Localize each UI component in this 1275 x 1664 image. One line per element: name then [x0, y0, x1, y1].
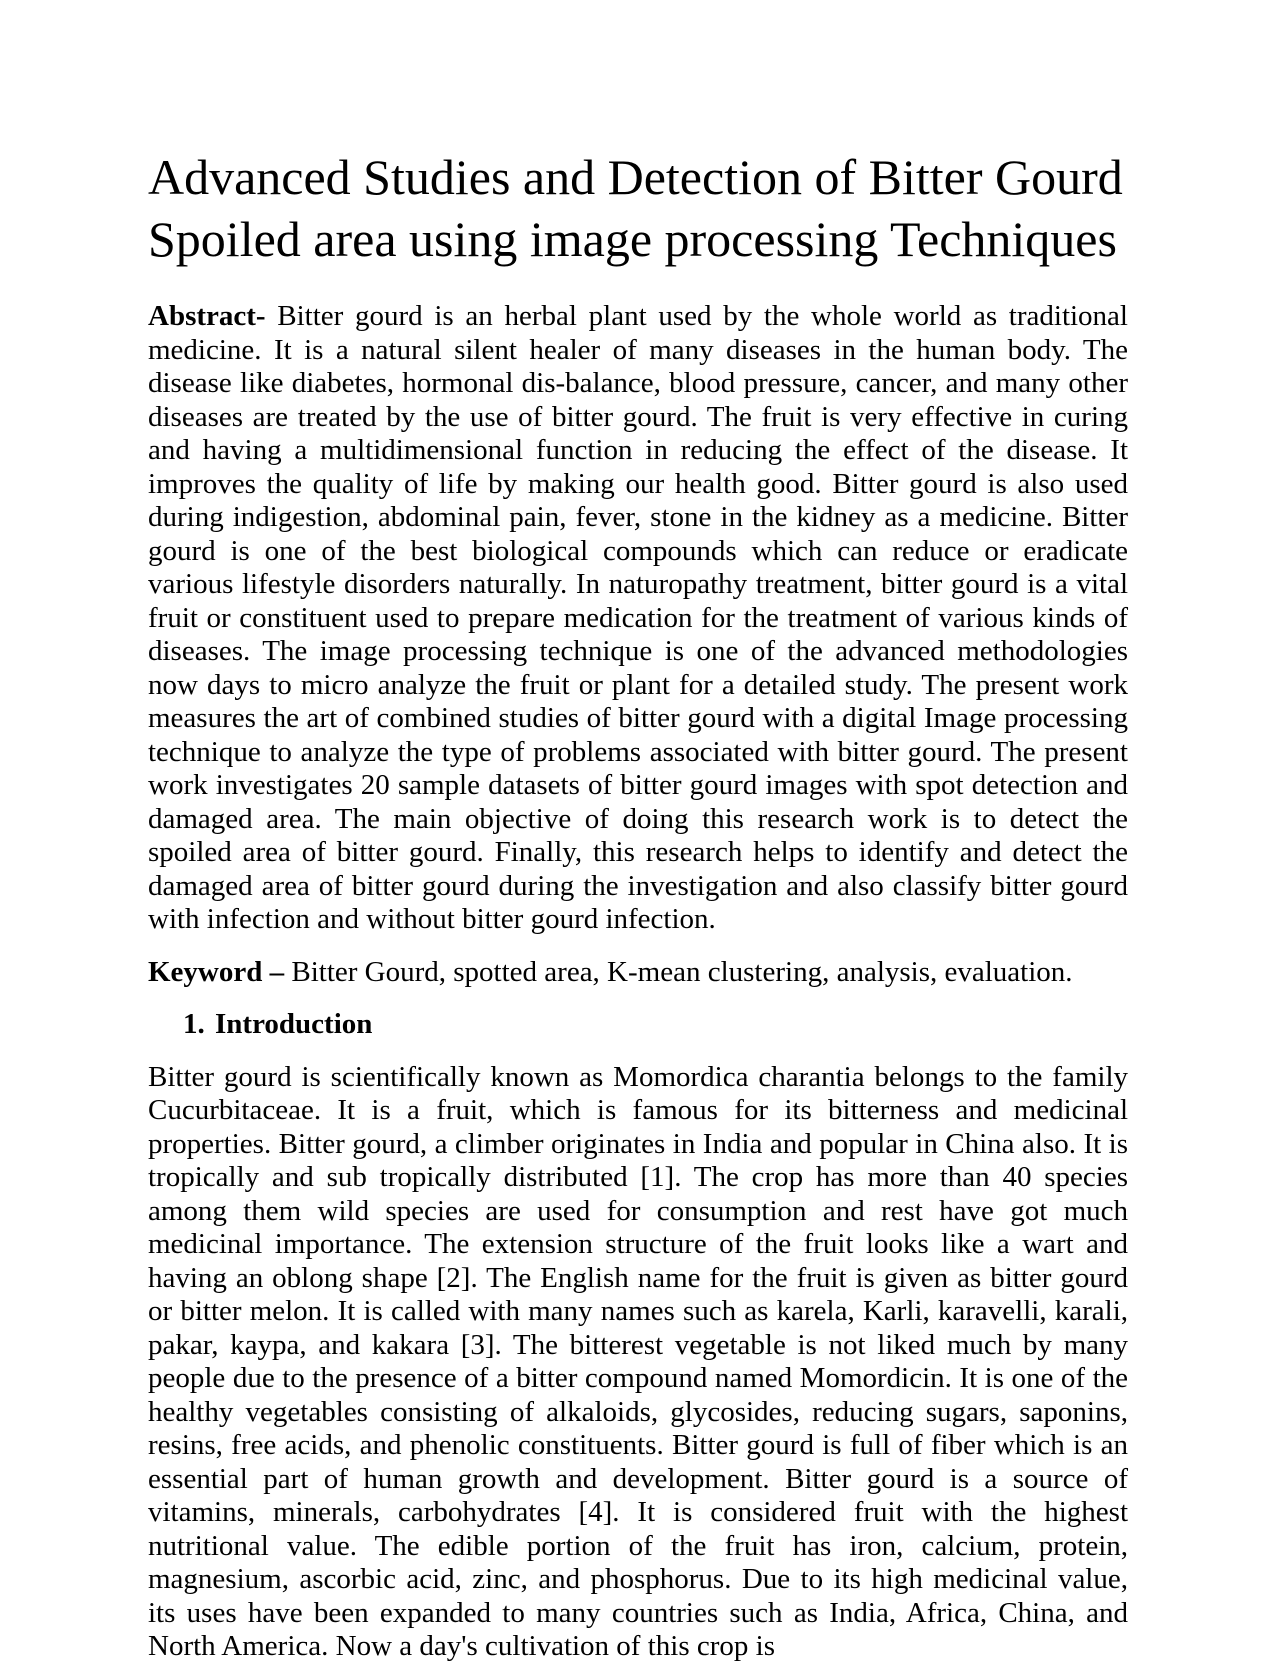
keywords-label: Keyword –	[148, 955, 285, 988]
section-number: 1.	[183, 1008, 205, 1040]
paper-title	[148, 146, 1128, 270]
abstract-label: Abstract-	[148, 300, 266, 332]
paper-title-line2: Spoiled area using image processing Techniques	[148, 211, 1117, 267]
keywords-text: Bitter Gourd, spotted area, K-mean clustering, analysis, evaluation.	[284, 955, 1073, 988]
introduction-paragraph: Bitter gourd is scientifically known as Momordica charantia belongs to the family Cucurbitaceae. It is a fruit, which is famous for its bitterness and medicinal properties. Bitter gourd, a climber originates in India and popular in China also. It is tropically and sub tropically distributed [1]. The crop has more than 40 species among them wild species are used for consumption and rest have got much medicinal importance. The extension structure of the fruit looks like a wart and having an oblong shape [2]. The English name for the fruit is given as bitter gourd or bitter melon. It is called with many names such as karela, Karli, karavelli, karali, pakar, kaypa, and kakara [3]. The bitterest vegetable is not liked much by many people due to the presence of a bitter compound named Momordicin. It is one of the healthy vegetables consisting of alkaloids, glycosides, reducing sugars, saponins, resins, free acids, and phenolic constituents. Bitter gourd is full of fiber which is an essential part of human growth and development. Bitter gourd is a source of vitamins, minerals, carbohydrates [4]. It is considered fruit with the highest nutritional value. The edible portion of the fruit has iron, calcium, protein, magnesium, ascorbic acid, zinc, and phosphorus. Due to its high medicinal value, its uses have been expanded to many countries such as India, Africa, China, and North America. Now a day's cultivation of this crop is	[148, 1060, 1128, 1662]
paper-title-line1: Advanced Studies and Detection of Bitter Gourd	[148, 149, 1123, 205]
keywords-line	[148, 956, 1128, 990]
section-heading-introduction	[148, 1008, 1128, 1042]
section-title: Introduction	[215, 1008, 373, 1040]
abstract-text: Bitter gourd is an herbal plant used by the whole world as traditional medicine. It is a natural silent healer of many diseases in the human body. The disease like diabetes, hormonal dis-balance, blood pressure, cancer, and many other diseases are treated by the use of bitter gourd. The fruit is very effective in curing and having a multidimensional function in reducing the effect of the disease. It improves the quality of life by making our health good. Bitter gourd is also used during indigestion, abdominal pain, fever, stone in the kidney as a medicine. Bitter gourd is one of the best biological compounds which can reduce or eradicate various lifestyle disorders naturally. In naturopathy treatment, bitter gourd is a vital fruit or constituent used to prepare medication for the treatment of various kinds of diseases. The image processing technique is one of the advanced methodologies now days to micro analyze the fruit or plant for a detailed study. The present work measures the art of combined studies of bitter gourd with a digital Image processing technique to analyze the type of problems associated with bitter gourd. The present work investigates 20 sample datasets of bitter gourd images with spot detection and damaged area. The main objective of doing this research work is to detect the spoiled area of bitter gourd. Finally, this research helps to identify and detect the damaged area of bitter gourd during the investigation and also classify bitter gourd with infection and without bitter gourd infection.	[148, 300, 1128, 935]
abstract-paragraph	[148, 300, 1128, 937]
